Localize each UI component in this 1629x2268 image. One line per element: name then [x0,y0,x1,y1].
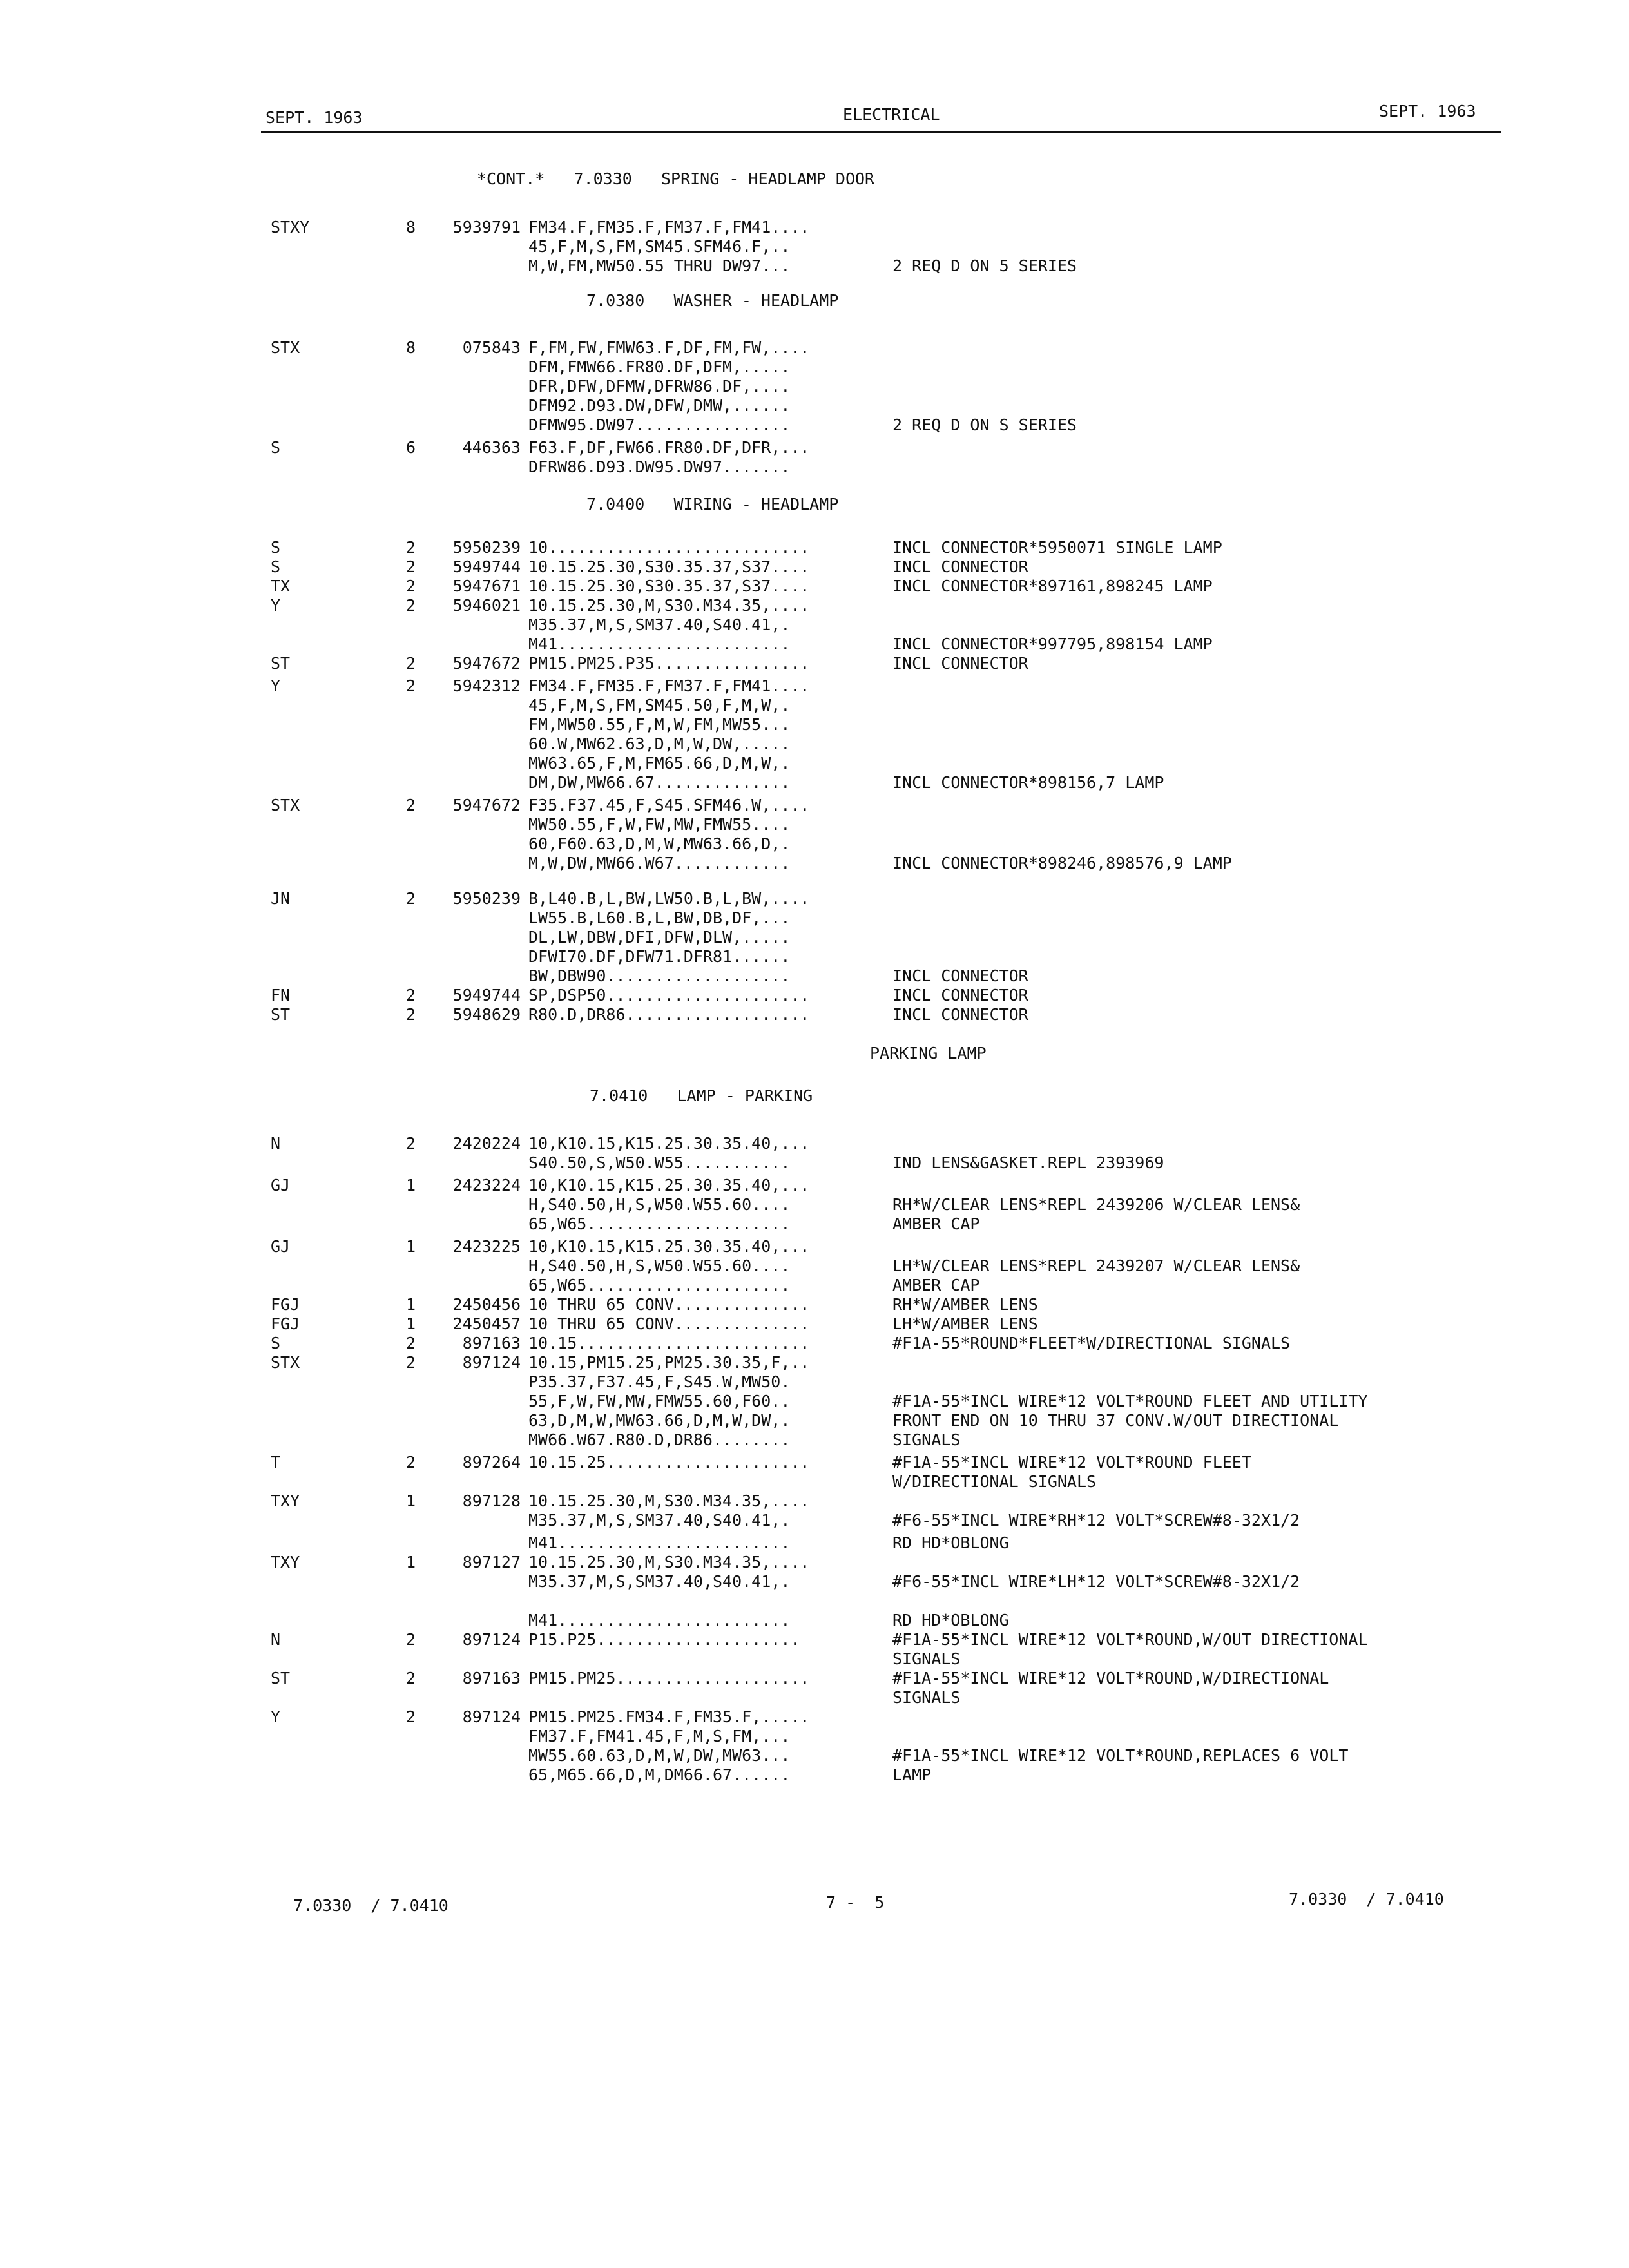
row-quantity: 2 [406,577,416,595]
footer-page-number: 7 - 5 [826,1893,885,1912]
row-application: P35.37,F37.45,F,S45.W,MW50. [528,1372,791,1391]
row-part-number: 5939791 [452,218,521,236]
row-model-code: T [271,1453,281,1472]
row-application: DFM,FMW66.FR80.DF,DFM,..... [528,358,791,376]
row-remarks: #F6-55*INCL WIRE*LH*12 VOLT*SCREW#8-32X1/2 [892,1572,1300,1591]
row-model-code: FGJ [271,1314,300,1333]
row-application: 10,K10.15,K15.25.30.35.40,... [528,1237,810,1256]
row-model-code: TX [271,577,291,595]
row-remarks: INCL CONNECTOR [892,654,1028,673]
row-part-number: 897124 [462,1353,521,1372]
row-part-number: 5949744 [452,986,521,1004]
row-quantity: 8 [406,218,416,236]
row-application: 65,M65.66,D,M,DM66.67...... [528,1765,791,1784]
row-application: FM34.F,FM35.F,FM37.F,FM41.... [528,677,810,695]
row-remarks: FRONT END ON 10 THRU 37 CONV.W/OUT DIRECTIONAL [892,1411,1339,1430]
row-part-number: 897264 [462,1453,521,1472]
row-remarks: LH*W/AMBER LENS [892,1314,1038,1333]
row-remarks: #F1A-55*ROUND*FLEET*W/DIRECTIONAL SIGNALS [892,1334,1291,1352]
row-application: 55,F,W,FW,MW,FMW55.60,F60.. [528,1392,791,1410]
header-title: ELECTRICAL [843,105,940,124]
row-remarks: 2 REQ D ON 5 SERIES [892,256,1077,275]
row-remarks: RD HD*OBLONG [892,1533,1009,1552]
row-application: LW55.B,L60.B,L,BW,DB,DF,... [528,908,791,927]
row-quantity: 2 [406,1669,416,1687]
row-quantity: 2 [406,796,416,814]
row-quantity: 1 [406,1314,416,1333]
row-remarks: 2 REQ D ON S SERIES [892,416,1077,434]
row-application: 10.15.25.30,M,S30.M34.35,.... [528,1553,810,1571]
row-model-code: S [271,1334,281,1352]
row-part-number: 075843 [462,338,521,357]
row-remarks: INCL CONNECTOR [892,966,1028,985]
row-remarks: #F1A-55*INCL WIRE*12 VOLT*ROUND FLEET [892,1453,1251,1472]
row-part-number: 897163 [462,1334,521,1352]
row-model-code: S [271,557,281,576]
row-application: PM15.PM25.FM34.F,FM35.F,..... [528,1707,810,1726]
row-application: 60,F60.63,D,M,W,MW63.66,D,. [528,834,791,853]
row-part-number: 897124 [462,1707,521,1726]
row-remarks: RH*W/CLEAR LENS*REPL 2439206 W/CLEAR LENS& [892,1195,1300,1214]
row-part-number: 5942312 [452,677,521,695]
row-model-code: TXY [271,1553,300,1571]
row-part-number: 897127 [462,1553,521,1571]
row-application: 10.15.25..................... [528,1453,810,1472]
section-heading-lamp-parking: 7.0410 LAMP - PARKING [590,1086,813,1105]
row-application: DFMW95.DW97................ [528,416,791,434]
row-remarks: INCL CONNECTOR*5950071 SINGLE LAMP [892,538,1222,557]
row-quantity: 2 [406,677,416,695]
row-quantity: 1 [406,1492,416,1510]
row-application: M35.37,M,S,SM37.40,S40.41,. [528,1572,791,1591]
row-application: DFR,DFW,DFMW,DFRW86.DF,.... [528,377,791,396]
row-application: PM15.PM25.................... [528,1669,810,1687]
row-model-code: S [271,538,281,557]
row-application: FM37.F,FM41.45,F,M,S,FM,... [528,1727,791,1745]
row-part-number: 446363 [462,438,521,457]
row-quantity: 2 [406,1630,416,1649]
row-quantity: 2 [406,596,416,615]
row-remarks: #F1A-55*INCL WIRE*12 VOLT*ROUND,W/DIRECTIONAL [892,1669,1329,1687]
row-quantity: 2 [406,1707,416,1726]
row-model-code: FN [271,986,291,1004]
row-application: 10.15........................ [528,1334,810,1352]
row-model-code: STX [271,338,300,357]
row-part-number: 2450456 [452,1295,521,1314]
row-remarks: IND LENS&GASKET.REPL 2393969 [892,1153,1164,1172]
row-model-code: N [271,1134,281,1153]
row-application: F63.F,DF,FW66.FR80.DF,DFR,... [528,438,810,457]
row-part-number: 897128 [462,1492,521,1510]
row-application: DFRW86.D93.DW95.DW97....... [528,457,791,476]
row-model-code: Y [271,596,281,615]
row-application: 10.15.25.30,M,S30.M34.35,.... [528,596,810,615]
row-application: H,S40.50,H,S,W50.W55.60.... [528,1256,791,1275]
row-remarks: LH*W/CLEAR LENS*REPL 2439207 W/CLEAR LENS& [892,1256,1300,1275]
row-application: 65,W65..................... [528,1215,791,1233]
row-application: 10.15.25.30,S30.35.37,S37.... [528,577,810,595]
row-remarks: W/DIRECTIONAL SIGNALS [892,1472,1097,1491]
row-application: M,W,FM,MW50.55 THRU DW97... [528,256,791,275]
row-part-number: 5946021 [452,596,521,615]
row-application: 10,K10.15,K15.25.30.35.40,... [528,1134,810,1153]
row-quantity: 2 [406,889,416,908]
section-heading-spring: *CONT.* 7.0330 SPRING - HEADLAMP DOOR [477,169,875,188]
row-part-number: 2420224 [452,1134,521,1153]
row-application: 10 THRU 65 CONV.............. [528,1314,810,1333]
row-model-code: GJ [271,1176,291,1195]
row-part-number: 5948629 [452,1005,521,1024]
row-remarks: INCL CONNECTOR*898246,898576,9 LAMP [892,854,1232,872]
header-right-date: SEPT. 1963 [1379,102,1476,120]
row-application: P15.P25..................... [528,1630,800,1649]
row-part-number: 5950239 [452,538,521,557]
row-application: R80.D,DR86................... [528,1005,810,1024]
row-application: DFM92.D93.DW,DFW,DMW,...... [528,396,791,415]
row-quantity: 1 [406,1295,416,1314]
row-application: B,L40.B,L,BW,LW50.B,L,BW,.... [528,889,810,908]
row-application: FM,MW50.55,F,M,W,FM,MW55... [528,715,791,734]
row-remarks: INCL CONNECTOR*997795,898154 LAMP [892,635,1213,653]
row-application: 10........................... [528,538,810,557]
row-application: DM,DW,MW66.67.............. [528,773,791,792]
row-remarks: RH*W/AMBER LENS [892,1295,1038,1314]
row-quantity: 2 [406,654,416,673]
row-application: 45,F,M,S,FM,SM45.SFM46.F,.. [528,237,791,256]
row-application: DL,LW,DBW,DFI,DFW,DLW,..... [528,928,791,947]
row-remarks: AMBER CAP [892,1215,980,1233]
row-part-number: 5947672 [452,654,521,673]
row-application: MW50.55,F,W,FW,MW,FMW55.... [528,815,791,834]
row-application: 10.15.25.30,S30.35.37,S37.... [528,557,810,576]
row-application: MW63.65,F,M,FM65.66,D,M,W,. [528,754,791,773]
row-application: F,FM,FW,FMW63.F,DF,FM,FW,.... [528,338,810,357]
row-application: F35.F37.45,F,S45.SFM46.W,.... [528,796,810,814]
row-remarks: INCL CONNECTOR [892,986,1028,1004]
row-application: M41........................ [528,635,791,653]
header-left-date: SEPT. 1963 [265,108,363,127]
row-application: S40.50,S,W50.W55........... [528,1153,791,1172]
row-application: SP,DSP50..................... [528,986,810,1004]
row-model-code: FGJ [271,1295,300,1314]
row-quantity: 2 [406,1453,416,1472]
row-application: 60.W,MW62.63,D,M,W,DW,..... [528,735,791,753]
row-part-number: 5947671 [452,577,521,595]
row-part-number: 897163 [462,1669,521,1687]
row-quantity: 1 [406,1237,416,1256]
row-application: H,S40.50,H,S,W50.W55.60.... [528,1195,791,1214]
row-part-number: 5949744 [452,557,521,576]
row-quantity: 6 [406,438,416,457]
row-quantity: 1 [406,1176,416,1195]
row-application: DFWI70.DF,DFW71.DFR81...... [528,947,791,966]
row-quantity: 2 [406,1005,416,1024]
row-remarks: SIGNALS [892,1688,961,1707]
row-part-number: 2450457 [452,1314,521,1333]
row-model-code: STX [271,796,300,814]
row-model-code: STXY [271,218,310,236]
footer-right-range: 7.0330 / 7.0410 [1289,1890,1444,1908]
row-remarks: SIGNALS [892,1649,961,1668]
row-model-code: Y [271,1707,281,1726]
row-application: M35.37,M,S,SM37.40,S40.41,. [528,1511,791,1530]
row-quantity: 2 [406,538,416,557]
section-heading-wiring: 7.0400 WIRING - HEADLAMP [586,495,839,514]
row-application: 10,K10.15,K15.25.30.35.40,... [528,1176,810,1195]
row-application: 10.15,PM15.25,PM25.30.35,F,.. [528,1353,810,1372]
row-application: 65,W65..................... [528,1276,791,1294]
row-model-code: S [271,438,281,457]
row-part-number: 897124 [462,1630,521,1649]
row-remarks: INCL CONNECTOR*898156,7 LAMP [892,773,1164,792]
row-quantity: 2 [406,1134,416,1153]
row-remarks: INCL CONNECTOR*897161,898245 LAMP [892,577,1213,595]
row-application: MW55.60.63,D,M,W,DW,MW63... [528,1746,791,1765]
row-quantity: 1 [406,1553,416,1571]
row-application: 10.15.25.30,M,S30.M34.35,.... [528,1492,810,1510]
row-model-code: GJ [271,1237,291,1256]
row-application: M,W,DW,MW66.W67............ [528,854,791,872]
row-remarks: AMBER CAP [892,1276,980,1294]
group-heading-parking-lamp: PARKING LAMP [870,1044,987,1062]
row-part-number: 2423224 [452,1176,521,1195]
row-application: MW66.W67.R80.D,DR86........ [528,1430,791,1449]
row-application: M35.37,M,S,SM37.40,S40.41,. [528,615,791,634]
row-remarks: SIGNALS [892,1430,961,1449]
row-part-number: 5947672 [452,796,521,814]
row-remarks: #F1A-55*INCL WIRE*12 VOLT*ROUND,REPLACES 6 VOLT [892,1746,1349,1765]
row-quantity: 2 [406,557,416,576]
row-application: M41........................ [528,1533,791,1552]
row-application: M41........................ [528,1611,791,1629]
row-quantity: 2 [406,1334,416,1352]
row-quantity: 2 [406,1353,416,1372]
row-remarks: RD HD*OBLONG [892,1611,1009,1629]
row-remarks: LAMP [892,1765,932,1784]
header-rule [261,131,1501,133]
section-heading-washer: 7.0380 WASHER - HEADLAMP [586,291,839,310]
row-application: 45,F,M,S,FM,SM45.50,F,M,W,. [528,696,791,715]
row-model-code: ST [271,654,291,673]
row-model-code: N [271,1630,281,1649]
row-remarks: #F1A-55*INCL WIRE*12 VOLT*ROUND FLEET AND UTILITY [892,1392,1368,1410]
row-application: 10 THRU 65 CONV.............. [528,1295,810,1314]
row-application: FM34.F,FM35.F,FM37.F,FM41.... [528,218,810,236]
row-part-number: 5950239 [452,889,521,908]
row-remarks: #F6-55*INCL WIRE*RH*12 VOLT*SCREW#8-32X1/2 [892,1511,1300,1530]
row-model-code: TXY [271,1492,300,1510]
row-application: 63,D,M,W,MW63.66,D,M,W,DW,. [528,1411,791,1430]
footer-left-range: 7.0330 / 7.0410 [293,1896,448,1915]
row-remarks: INCL CONNECTOR [892,557,1028,576]
row-part-number: 2423225 [452,1237,521,1256]
row-remarks: #F1A-55*INCL WIRE*12 VOLT*ROUND,W/OUT DIRECTIONAL [892,1630,1368,1649]
row-remarks: INCL CONNECTOR [892,1005,1028,1024]
row-quantity: 8 [406,338,416,357]
row-application: PM15.PM25.P35................ [528,654,810,673]
row-quantity: 2 [406,986,416,1004]
row-application: BW,DBW90................... [528,966,791,985]
row-model-code: ST [271,1669,291,1687]
row-model-code: ST [271,1005,291,1024]
row-model-code: Y [271,677,281,695]
row-model-code: STX [271,1353,300,1372]
row-model-code: JN [271,889,291,908]
